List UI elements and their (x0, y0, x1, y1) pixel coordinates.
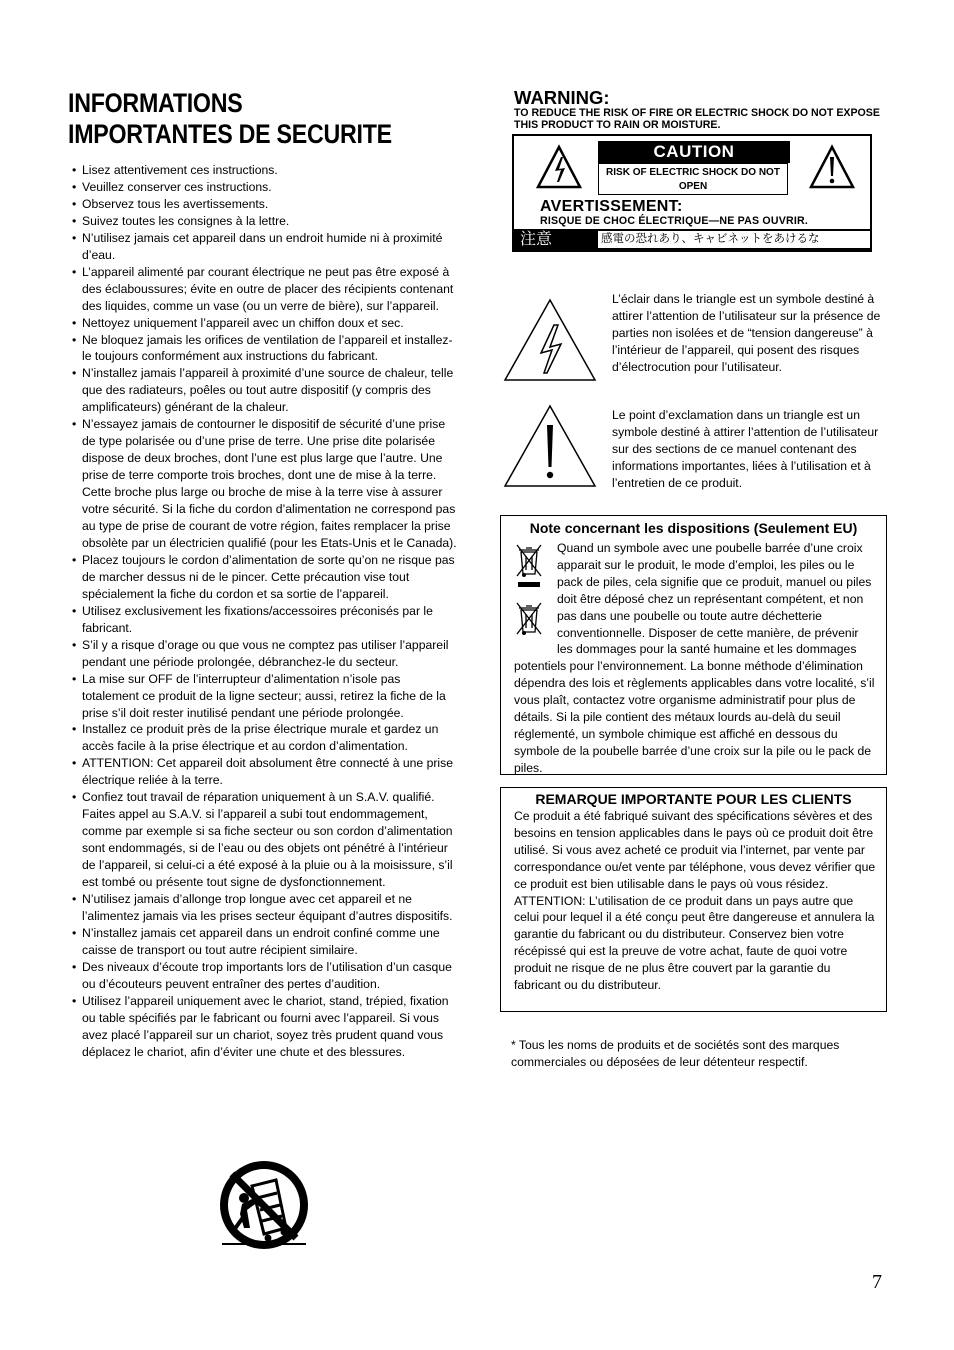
trademark-notice: * Tous les noms de produits et de sociétés sont des marques commerciales ou déposées de leur détenteur respectif. (511, 1038, 840, 1069)
list-item: • N’installez jamais cet appareil dans un endroit confiné comme une caisse de transport ou tout autre récipient similaire. (70, 925, 458, 959)
list-item: • La mise sur OFF de l’interrupteur d’alimentation n’isole pas totalement ce produit de la ligne secteur; aussi, retirez la fiche de la prise s’il doit rester inutilisé pendant une période prolongée. (70, 671, 458, 722)
warning-text: TO REDUCE THE RISK OF FIRE OR ELECTRIC SHOCK DO NOT EXPOSE THIS PRODUCT TO RAIN OR MOISTURE. (514, 107, 880, 131)
page-title: INFORMATIONS IMPORTANTES DE SECURITE (68, 88, 392, 149)
eu-disposal-note (500, 515, 887, 775)
list-item: • Suivez toutes les consignes à la lettre. (70, 213, 458, 230)
japanese-warning-label: 注意 (520, 231, 553, 248)
list-item: • Utilisez exclusivement les fixations/accessoires préconisés par le fabricant. (70, 603, 458, 637)
list-item: • Confiez tout travail de réparation uniquement à un S.A.V. qualifié. Faites appel au S.A.V. si l’appareil a subi tout endommagement, comme par exemple si sa fiche secteur ou son cordon d’alimentation sont endommagés, si de l’eau ou des objets ont pénétré à l’intérieur de l’appareil, si celui-ci a été exposé à la pluie ou à la moisissure, s’il est tombé ou présente tout signe de dysfonctionnement. (70, 789, 458, 891)
eu-note-title: Note concernant les dispositions (Seulement EU) (529, 520, 858, 536)
avertissement-title: AVERTISSEMENT: (540, 198, 683, 215)
exclamation-triangle-icon (502, 403, 598, 489)
eu-note-body (514, 540, 876, 777)
japanese-warning-text: 感電の恐れあり、キャビネットをあけるな (598, 231, 870, 248)
eu-note-text: Quand un symbole avec une poubelle barrée d’une croix apparait sur le produit, le mode d’emploi, les piles ou le pack de piles, cela signifie que ce produit, manuel ou piles doit être déposé chez un représentant compétent, et non pas dans une poubelle ou toute autre déchetterie conventionnelle. Disposer de cette manière, de prévenir les dommages pour la santé humaine et les dommages potentiels pour l’environnement. La bonne méthode d’élimination dépendra des lois et règlements applicables dans votre localité, s’il vous plaît, contactez votre organisme administratif pour plus de détails. Si la pile contient des métaux lourds au-delà du seuil réglementé, un symbole chimique est affiché en dessous du symbole de la poubelle barrée d’une croix sur la pile ou le pack de piles. (514, 541, 875, 775)
list-item: • Veuillez conserver ces instructions. (70, 179, 458, 196)
list-item: • Placez toujours le cordon d’alimentation de sorte qu’on ne risque pas de marcher dessus ni de le pincer. Cette précaution vise tout spécialement la fiche du cordon et sa sortie de l’appareil. (70, 552, 458, 603)
lightning-triangle-icon (536, 144, 582, 190)
cart-warning-icon (214, 1158, 314, 1253)
list-item: • Installez ce produit près de la prise électrique murale et gardez un accès facile à la prise électrique et au cordon d’alimentation. (70, 721, 458, 755)
eu-disposal-icons (514, 540, 554, 642)
lightning-triangle-icon (502, 297, 598, 383)
list-item: • Lisez attentivement ces instructions. (70, 162, 458, 179)
safety-instructions-list (70, 162, 458, 1061)
client-note-paragraph: Ce produit a été fabriqué suivant des spécifications sévères et des besoins en tension applicables dans le pays où ce produit doit être utilisé. Si vous avez acheté ce produit via l’internet, par vente par correspondance ou/et vente par téléphone, vous devez vérifier que ce produit est bien utilisable dans le pays où vous résidez. (514, 809, 876, 891)
crossed-bin-icon (514, 600, 544, 636)
client-note-paragraph: ATTENTION: L’utilisation de ce produit dans un pays autre que celui pour lequel il a été conçu peut être dangereuse et annulera la garantie du fabricant ou du distributeur. Conservez bien votre récépissé qui est la preuve de votre achat, faute de quoi votre produit ne risque de ne plus être couvert par la garantie du fabricant ou du distributeur. (514, 893, 875, 993)
list-item: • S’il y a risque d’orage ou que vous ne comptez pas utiliser l’appareil pendant une période prolongée, débranchez-le du secteur. (70, 637, 458, 671)
client-note-title: REMARQUE IMPORTANTE POUR LES CLIENTS (535, 791, 852, 807)
bin-underline-bar (518, 582, 540, 587)
warning-title: WARNING: (514, 87, 610, 108)
caution-label: CAUTION (598, 141, 790, 163)
list-item: • L’appareil alimenté par courant électrique ne peut pas être exposé à des éclaboussures; évite en outre de placer des récipients contenant des liquides, comme un vase (ou un verre de bière), sur l’appareil. (70, 264, 458, 315)
list-item: • Utilisez l’appareil uniquement avec le chariot, stand, trépied, fixation ou table spécifiés par le fabricant ou fourni avec l’appareil. Si vous avez placé l’appareil sur un chariot, soyez très prudent quand vous déplacez le chariot, afin d’éviter une chute et des blessures. (70, 993, 458, 1061)
exclamation-triangle-icon (809, 144, 855, 190)
caution-label-panel (512, 134, 872, 252)
exclamation-symbol-description: Le point d’exclamation dans un triangle est un symbole destiné à attirer l’attention de l’utilisateur sur des sections de ce manuel contenant des informations importantes, liées à l’utilisation et à l’entretien de ce produit. (612, 408, 879, 490)
lightning-symbol-description: L’éclair dans le triangle est un symbole destiné à attirer l’attention de l’utilisateur sur la présence de parties non isolées et de “tension dangereuse” à l’intérieur de l’appareil, qui posent des risques d’électrocution pour l’utilisateur. (612, 292, 881, 374)
list-item: • Nettoyez uniquement l’appareil avec un chiffon doux et sec. (70, 315, 458, 332)
client-note-body (514, 808, 878, 994)
list-item: • Observez tous les avertissements. (70, 196, 458, 213)
list-item: • N’utilisez jamais d’allonge trop longue avec cet appareil et ne l’alimentez jamais via les prises secteur équipant d’autres dispositifs. (70, 891, 458, 925)
japanese-warning-bar (514, 229, 870, 250)
crossed-bin-icon (514, 542, 544, 578)
list-item: • ATTENTION: Cet appareil doit absolument être connecté à une prise électrique reliée à la terre. (70, 755, 458, 789)
avertissement-text: RISQUE DE CHOC ÉLECTRIQUE—NE PAS OUVRIR. (540, 215, 808, 227)
page-number: 7 (872, 1271, 882, 1293)
list-item: • Ne bloquez jamais les orifices de ventilation de l’appareil et installez-le toujours conformément aux instructions du fabricant. (70, 332, 458, 366)
client-important-note (500, 787, 887, 1012)
list-item: • N’installez jamais l’appareil à proximité d’une source de chaleur, telle que des radiateurs, poêles ou tout autre dispositif (y compris des amplificateurs) générant de la chaleur. (70, 365, 458, 416)
list-item: • Des niveaux d’écoute trop importants lors de l’utilisation d’un casque ou d’écouteurs peuvent entraîner des pertes d’audition. (70, 959, 458, 993)
list-item: • N’utilisez jamais cet appareil dans un endroit humide ni à proximité d’eau. (70, 230, 458, 264)
list-item: • N’essayez jamais de contourner le dispositif de sécurité d’une prise de type polarisée ou d’une prise de terre. Une prise dite polarisée dispose de deux broches, dont l’une est plus large que l’autre. Une prise de terre comporte trois broches, dont une de mise à la terre. Cette broche plus large ou broche de mise à la terre vise à assurer votre sécurité. Si la fiche du cordon d’alimentation ne correspond pas au type de prise de courant de votre région, faites remplacer la prise obsolète par un électricien qualifié (pour les Etats-Unis et le Canada). (70, 416, 458, 552)
caution-subtext: RISK OF ELECTRIC SHOCK DO NOT OPEN (598, 163, 788, 195)
